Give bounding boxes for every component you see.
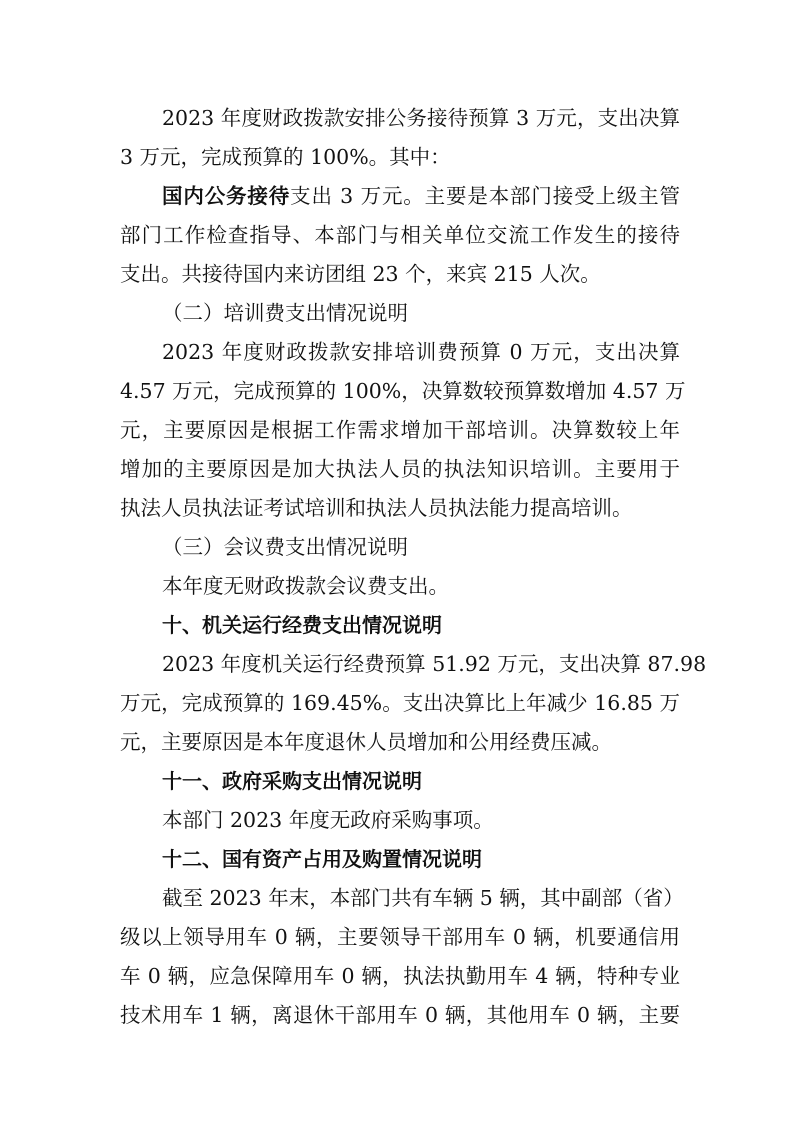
training-line-3: 元，主要原因是根据工作需求增加干部培训。决算数较上年 — [120, 418, 680, 442]
operating-line-1: 2023 年度机关运行经费预算 51.92 万元，支出决算 87.98 — [162, 652, 707, 676]
section-10-title: 十、机关运行经费支出情况说明 — [162, 613, 442, 637]
procurement-paragraph: 本部门 2023 年度无政府采购事项。 — [162, 808, 494, 832]
domestic-reception-line-3: 支出。共接待国内来访团组 23 个，来宾 215 人次。 — [120, 262, 601, 286]
training-line-5: 执法人员执法证考试培训和执法人员执法能力提高培训。 — [120, 496, 633, 520]
reception-summary-line-1: 2023 年度财政拨款安排公务接待预算 3 万元，支出决算 — [162, 106, 680, 130]
training-line-1: 2023 年度财政拨款安排培训费预算 0 万元，支出决算 — [162, 340, 680, 364]
domestic-reception-line-1 — [162, 182, 680, 210]
meeting-heading: （三）会议费支出情况说明 — [162, 535, 408, 559]
domestic-reception-line-2: 部门工作检查指导、本部门与相关单位交流工作发生的接待 — [120, 223, 680, 247]
reception-summary-line-2: 3 万元，完成预算的 100%。其中： — [120, 145, 451, 169]
training-heading: （二）培训费支出情况说明 — [162, 301, 408, 325]
training-line-4: 增加的主要原因是加大执法人员的执法知识培训。主要用于 — [120, 457, 680, 481]
domestic-reception-lead: 国内公务接待 — [162, 184, 291, 208]
operating-line-2: 万元，完成预算的 169.45%。支出决算比上年减少 16.85 万 — [120, 691, 680, 715]
assets-line-1: 截至 2023 年末，本部门共有车辆 5 辆，其中副部（省） — [162, 886, 684, 910]
section-11-title: 十一、政府采购支出情况说明 — [162, 769, 422, 793]
section-12-title: 十二、国有资产占用及购置情况说明 — [162, 847, 482, 871]
training-line-2: 4.57 万元，完成预算的 100%，决算数较预算数增加 4.57 万 — [120, 379, 686, 403]
operating-line-3: 元，主要原因是本年度退休人员增加和公用经费压减。 — [120, 730, 612, 754]
domestic-reception-line-1-rest: 支出 3 万元。主要是本部门接受上级主管 — [290, 184, 681, 208]
assets-line-2: 级以上领导用车 0 辆，主要领导干部用车 0 辆，机要通信用 — [120, 925, 680, 949]
assets-line-3: 车 0 辆，应急保障用车 0 辆，执法执勤用车 4 辆，特种专业 — [120, 964, 680, 988]
assets-line-4: 技术用车 1 辆，离退休干部用车 0 辆，其他用车 0 辆，主要 — [120, 1003, 680, 1027]
meeting-paragraph: 本年度无财政拨款会议费支出。 — [162, 574, 449, 598]
